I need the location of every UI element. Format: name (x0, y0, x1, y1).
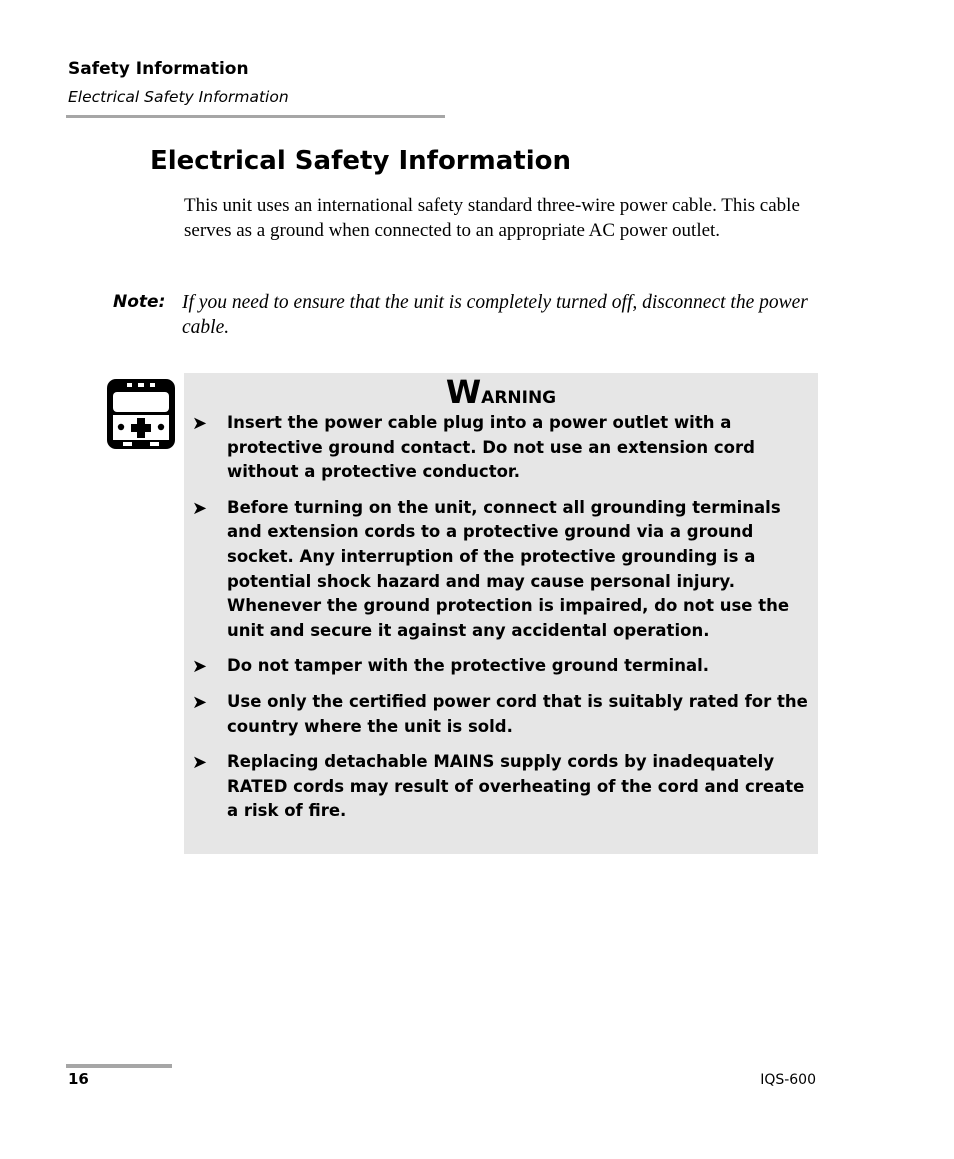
body-paragraph: This unit uses an international safety standard three-wire power cable. This cable serves as a ground when connected to an appropriate AC power outlet. (184, 195, 800, 241)
warning-ambulance-icon (107, 379, 175, 449)
warning-box (184, 373, 818, 854)
running-head-section: Electrical Safety Information (68, 88, 289, 106)
bullet-arrow-icon: ➤ (192, 413, 208, 434)
warning-item (192, 654, 812, 679)
warning-item-text: Before turning on the unit, connect all grounding terminals and extension cords to a protective ground via a ground socket. Any interruption of the protective grounding is a potential shock hazard and may cause personal injury. Whenever the ground protection is impaired, do not use the unit and secure it against any accidental operation. (227, 497, 790, 640)
warning-list (192, 411, 812, 835)
warning-item-text: Do not tamper with the protective ground terminal. (227, 656, 710, 676)
bullet-arrow-icon: ➤ (192, 656, 208, 678)
page-number: 16 (68, 1070, 89, 1088)
bullet-arrow-icon: ➤ (192, 691, 208, 713)
warning-item-text: Use only the certified power cord that is suitably rated for the country where the unit is sold. (227, 691, 808, 736)
note-text: If you need to ensure that the unit is completely turned off, disconnect the power cable. (182, 292, 808, 338)
warning-item-text: Insert the power cable plug into a power outlet with a protective ground contact. Do not use an extension cord without a protective conductor. (227, 413, 755, 482)
warning-title-initial: W (445, 373, 482, 411)
footer-rule (66, 1064, 172, 1068)
product-name: IQS-600 (760, 1072, 816, 1088)
note-label: Note: (113, 292, 166, 312)
running-head-chapter: Safety Information (68, 59, 249, 79)
warning-item-text: Replacing detachable MAINS supply cords by inadequately RATED cords may result of overheating of the cord and create a risk of fire. (227, 752, 805, 821)
warning-item (192, 690, 812, 739)
bullet-arrow-icon: ➤ (192, 752, 208, 774)
section-title: Electrical Safety Information (150, 146, 571, 176)
warning-title-rest: arning (481, 381, 557, 409)
warning-title (184, 373, 818, 413)
header-rule (66, 115, 445, 118)
warning-item (192, 496, 812, 644)
bullet-arrow-icon: ➤ (192, 497, 208, 519)
warning-item (192, 750, 812, 824)
warning-item (192, 411, 812, 485)
